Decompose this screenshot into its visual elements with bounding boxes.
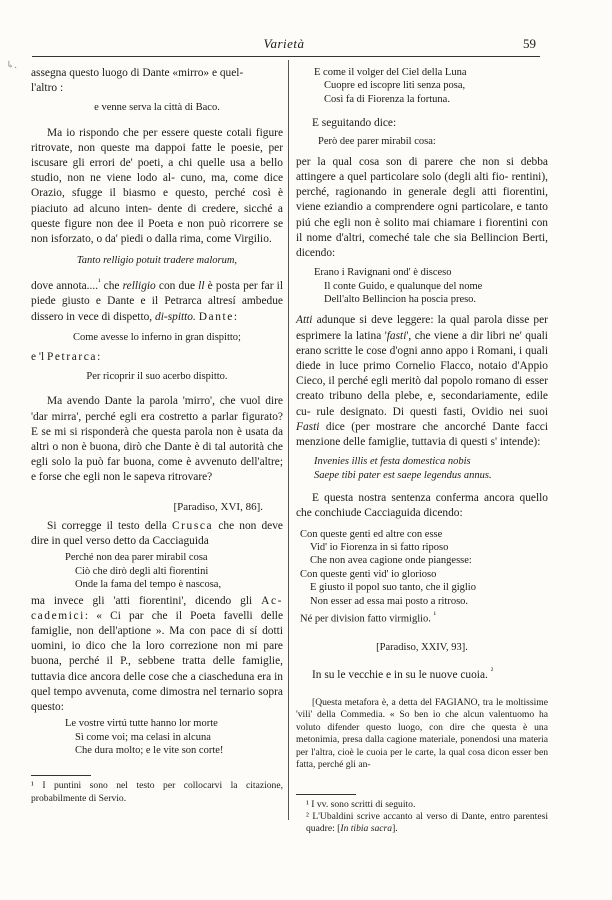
paragraph: E questa nostra sentenza conferma ancora quello che conchiude Cacciaguida dicendo: (296, 492, 548, 520)
footnote: ¹ I vv. sono scritti di seguito. (306, 798, 416, 810)
paragraph: per la qual cosa son di parere che non si debba attingere a quel particolare solo (degli alti fio- rentini), perché, ragionando in generale degli atti fiorentini, viene eziandio a comprendere ogni particolare, e tanto piú che egli non è solito mai chiamare i fiorentini con il nome d'altri, comeché tale che sia Bellincion Berti, dicendo: (296, 155, 548, 260)
running-title: Varietà (263, 36, 305, 51)
quote: e venne serva la città di Baco. (94, 102, 220, 114)
note-block: [Questa metafora è, a detta del FAGIANO, tra le moltissime 'vili' della Commedia. « So ben io che alcun valentuomo ha voluto difender questo luogo, con dire che questa è una metonimia, presa dalla cagione materiale, ponendosi una materia per l'altra, cioè le cuoia per le carte, la qual cosa dicon esser ben fatta, perché gli an- (296, 697, 548, 771)
footnote-ref: ¹ (98, 277, 101, 287)
citation: [Paradiso, XXIV, 93]. (376, 641, 468, 653)
margin-mark: ↳. (6, 60, 17, 71)
citation: [Paradiso, XVI, 86]. (173, 500, 263, 513)
verse-quote: E come il volger del Ciel della Luna Cuopre ed iscopre liti senza posa, Così fa di Fiorenza la fortuna. (314, 67, 467, 105)
paragraph: Ma avendo Dante la parola 'mirro', che vuol dire 'dar mirra', perché egli era costretto a parlar figurato? E se mi si risponderà che questa parola non è usata da altri o non è buona, dirò che Dante è di tal autorità che egli solo la può far buona, come è avvenuto dell'altre; e forse che egli non le sapeva ritrovare? (31, 395, 283, 484)
paragraph: Ma io rispondo che per essere queste cotali figure ritrovate, non queste ma dappoi fatte le poesie, per iscusare gli errori de' poeti, a chi quelle usa a bello studio, non ne viene lodo al- cuno, ma, come dice Orazio, sfugge il biasmo e questo, perché così è piaciuto ad alcuno inten- dente di credere, sicché a queste figure non dee il Poeta e non può ricorrere se non isforzato, o da' piedi o dalla rima, come Virgilio. (31, 126, 284, 246)
paragraph: ma invece gli 'atti fiorentini', dicendo gli Ac- cademici: « Ci par che il Poeta favelli delle famiglie, non dell'aptione ». Ma con pace di sí dotti uomini, io dico che la loro correzione non mi pare buona, perché il P., sebbene tratta delle famiglie, tuttavia dice ancora delle cose che a ciascheduna era in quel tempo avvenuta, come dimostra nel ternario sopra questo: (31, 594, 283, 713)
verse-quote: Con queste genti ed altre con esse Vid' io Fiorenza in sì fatto riposo Che non avea cagione onde piangesse: Con queste genti vid' io glorioso E giusto il popol suo tanto, che il giglio Non esser ad essa mai posto a ritroso. Né per division fatto virmiglio. $^{^1}$ (300, 528, 476, 625)
verse-quote: Perché non dea parer mirabil cosa Ciò che dirò degli alti fiorentini Onde la fama del tempo è nascosa, (65, 552, 222, 591)
header-rule (32, 56, 540, 57)
left-column (31, 66, 283, 805)
page-header (32, 36, 536, 54)
quote: Per ricoprir il suo acerbo dispitto. (86, 371, 228, 383)
quote: Come avesse lo inferno in gran dispitto; (73, 331, 241, 343)
page-number: 59 (523, 36, 536, 51)
latin-quote: Invenies illis et festa domestica nobis Saepe tibi pater est saepe legendus annus. (314, 456, 492, 481)
paragraph: In su le vecchie e in su le nuove cuoia. $^{^2}$ (312, 666, 494, 681)
paragraph: E seguitando dice: (312, 117, 397, 130)
right-column (296, 66, 548, 836)
footnote: ¹ I puntini sono nel testo per collocarvi la citazione, probabilmente di Servio. (31, 780, 283, 804)
quote: Però dee parer mirabil cosa: (318, 136, 436, 148)
paragraph: dove annota....$^{^1}$ che relligio con due ll è posta per far il piede giusto e Dante e il Petrarca altresí ambedue dissero in vece di dispetto, di-spitto. Dante: (31, 277, 283, 323)
paragraph: Si corregge il testo della Crusca che non deve dire in quel verso detto da Cacciaguida (31, 519, 283, 548)
footnote: ² L'Ubaldini scrive accanto al verso di Dante, entro parentesi quadre: [In tibia sacra]. (306, 810, 548, 835)
column-divider (288, 60, 289, 820)
paragraph: assegna questo luogo di Dante «mirro» e quel- l'altro : (31, 67, 244, 95)
footnote-ref: ¹ (433, 609, 436, 619)
verse-quote: Erano i Ravignani ond' è disceso Il conte Guido, e qualunque del nome Dell'alto Bellincion ha poscia preso. (314, 267, 483, 306)
footnote-ref: ² (490, 666, 494, 676)
paragraph: e 'l Petrarca: (31, 351, 101, 364)
footnote-rule (296, 794, 356, 795)
verse-quote: Le vostre virtú tutte hanno lor morte Sì come voi; ma celasi in alcuna Che dura molto; e le vite son corte! (65, 718, 224, 756)
latin-quote: Tanto relligio potuit tradere malorum, (76, 255, 238, 267)
paragraph: Atti adunque si deve leggere: la qual parola disse per esprimere la latina 'fasti', che viene a dir libri ne' quali erano scritte le cose d'ogni anno appo i Romani, i quali diede in luce primo Cornelio Flacco, notaio d'Appio Cieco, il perché egli meritò dal popolo romano di esser creato tribuno della plebe, e, secondariamente, edile cu- rule designato. Di questi fasti, Ovidio nei suoi Fasti dice (per mostrare che ancorché Dante facci menzione delle famiglie, tuttavia di questi s' intende): (296, 314, 548, 449)
footnote-rule (31, 775, 91, 776)
